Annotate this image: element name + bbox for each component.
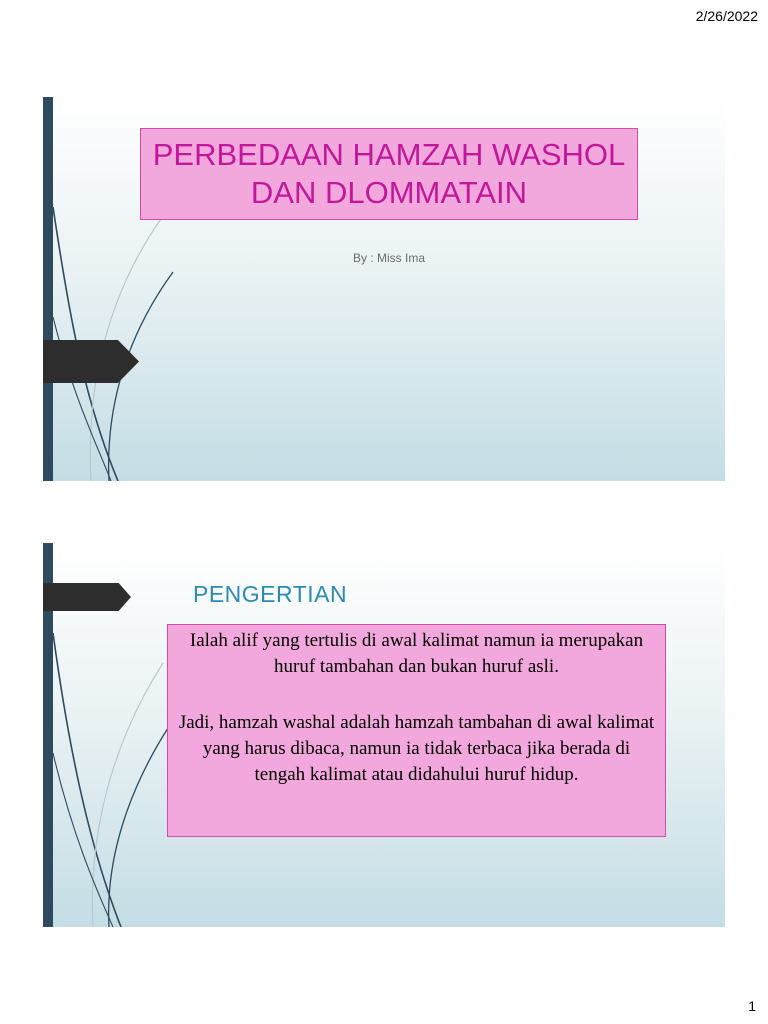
paragraph-2: Jadi, hamzah washal adalah hamzah tambahan di awal kalimat yang harus dibaca, namun ia tidak terbaca jika berada di tengah kalimat atau didahului huruf hidup. bbox=[178, 712, 655, 785]
slide-heading: PENGERTIAN bbox=[193, 581, 348, 607]
sidebar-bar bbox=[43, 97, 53, 481]
slide-2 bbox=[43, 543, 725, 927]
arrow-shape bbox=[43, 583, 131, 611]
print-date: 2/26/2022 bbox=[695, 8, 758, 24]
slide-1 bbox=[43, 97, 725, 481]
slide-title: PERBEDAAN HAMZAH WASHOL DAN DLOMMATAIN bbox=[140, 128, 638, 220]
paragraph-1: Ialah alif yang tertulis di awal kalimat namun ia merupakan huruf tambahan dan bukan huruf asli. bbox=[189, 630, 644, 677]
slide-subtitle: By : Miss Ima bbox=[352, 251, 425, 265]
definition-box bbox=[167, 624, 666, 837]
page-number: 1 bbox=[748, 998, 756, 1014]
